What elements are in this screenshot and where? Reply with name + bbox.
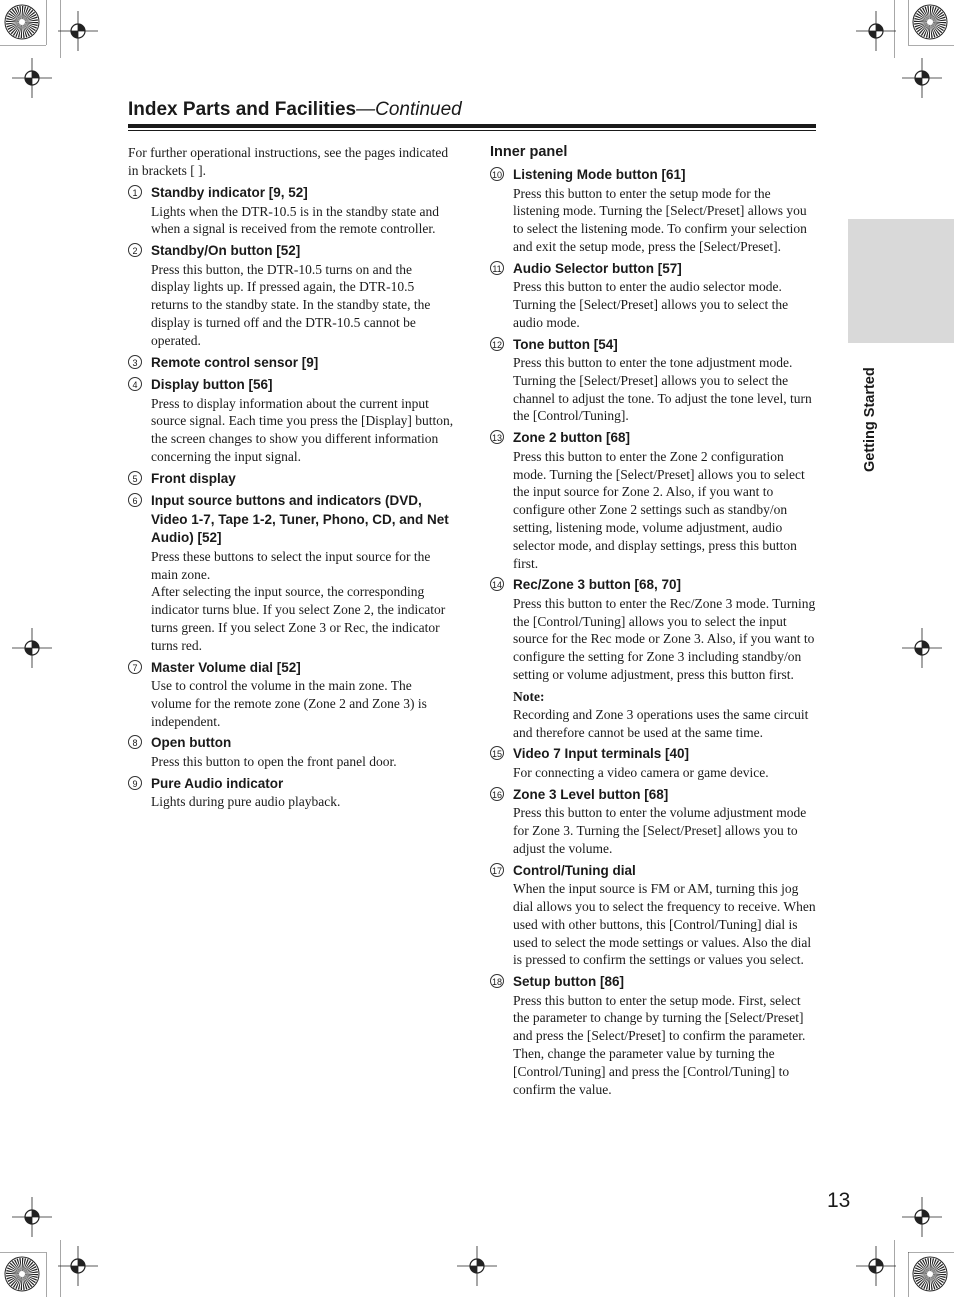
list-item <box>128 184 454 238</box>
title-rule <box>128 124 816 128</box>
note-text: Recording and Zone 3 operations uses the same circuit and therefore cannot be used at the same time. <box>513 706 809 740</box>
crop-line <box>0 1252 47 1254</box>
starburst-registration-icon <box>912 4 948 40</box>
item-description: Press this button to enter the volume adjustment mode for Zone 3. Turning the [Select/Preset] allows you to adjust the volume. <box>513 805 807 856</box>
item-heading: Rec/Zone 3 button [68, 70] <box>513 577 682 593</box>
item-description: Press this button to enter the tone adjustment mode. Turning the [Select/Preset] allows you to select the channel to adjust the tone. To adjust the tone level, turn the [Control/Tuning]. <box>513 355 812 424</box>
crop-line <box>46 1252 48 1298</box>
item-heading: Audio Selector button [57] <box>513 260 682 276</box>
intro-text: For further operational instructions, see the pages indicated in brackets [ ]. <box>128 145 449 178</box>
crosshair-registration-mark-icon <box>902 628 942 668</box>
crop-line <box>908 0 910 46</box>
item-heading: Video 7 Input terminals [40] <box>513 746 690 762</box>
crosshair-registration-mark-icon <box>856 11 896 51</box>
item-description: Press this button to enter the audio selector mode. Turning the [Select/Preset] allows you to select the audio mode. <box>513 279 789 330</box>
right-column <box>490 144 816 1102</box>
title-rule-thin <box>128 130 816 131</box>
item-description: Use to control the volume in the main zone. The volume for the remote zone (Zone 2 and Zone 3) is independent. <box>151 678 427 729</box>
crosshair-registration-mark-icon <box>12 628 52 668</box>
item-description: Press this button to enter the setup mode for the listening mode. Turning the [Select/Preset] allows you to select the listening mode. To confirm your selection and exit the setup mode, press the [Select/Preset]. <box>513 185 807 254</box>
crop-line <box>0 45 47 47</box>
item-heading: Control/Tuning dial <box>513 862 636 878</box>
side-tab <box>848 219 954 343</box>
crosshair-registration-mark-icon <box>902 1197 942 1237</box>
list-item <box>490 862 816 969</box>
list-item <box>490 973 816 1098</box>
left-item-list <box>128 184 454 811</box>
item-number-badge: 3 <box>128 355 142 369</box>
item-number-badge: 6 <box>128 493 142 507</box>
left-column <box>128 144 454 815</box>
item-description: When the input source is FM or AM, turning this jog dial allows you to select the frequency to receive. When used with other buttons, this [Control/Tuning] dial is used to select the mode settings or values. Also the dial is pressed to confirm the settings or values you select. <box>513 881 816 968</box>
title-main: Index Parts and Facilities <box>128 99 357 120</box>
page-number: 13 <box>827 1189 851 1212</box>
item-number-badge: 18 <box>490 974 504 988</box>
side-tab-label: Getting Started <box>862 367 878 472</box>
list-item <box>490 745 816 781</box>
crop-line <box>46 0 48 46</box>
item-heading: Front display <box>151 470 236 486</box>
item-number-badge: 10 <box>490 167 504 181</box>
item-number-badge: 17 <box>490 863 504 877</box>
item-heading: Zone 3 Level button [68] <box>513 786 669 802</box>
starburst-registration-icon <box>912 1256 948 1292</box>
crop-line <box>908 1252 910 1298</box>
item-heading: Zone 2 button [68] <box>513 430 630 446</box>
crosshair-registration-mark-icon <box>902 58 942 98</box>
item-heading: Remote control sensor [9] <box>151 354 319 370</box>
item-number-badge: 2 <box>128 243 142 257</box>
item-heading: Setup button [86] <box>513 974 624 990</box>
crop-line <box>908 1252 954 1254</box>
list-item <box>128 492 454 654</box>
item-heading: Input source buttons and indicators (DVD, Video 1-7, Tape 1-2, Tuner, Phono, CD, and Net Audio) [52] <box>151 493 449 546</box>
item-heading: Open button <box>151 735 232 751</box>
list-item <box>128 376 454 466</box>
title-continued: —Continued <box>356 99 462 120</box>
item-number-badge: 15 <box>490 746 504 760</box>
item-description: Lights when the DTR-10.5 is in the standby state and when a signal is received from the remote controller. <box>151 203 439 237</box>
item-heading: Master Volume dial [52] <box>151 659 301 675</box>
list-item <box>490 786 816 858</box>
crop-line <box>908 45 954 47</box>
item-heading: Standby indicator [9, 52] <box>151 185 308 200</box>
list-item <box>128 659 454 731</box>
item-number-badge: 7 <box>128 660 142 674</box>
item-number-badge: 11 <box>490 261 504 275</box>
list-item <box>490 166 816 256</box>
starburst-registration-icon <box>4 1256 40 1292</box>
item-number-badge: 9 <box>128 776 142 790</box>
list-item <box>128 775 454 811</box>
list-item <box>128 354 454 373</box>
item-description: Press to display information about the current input source signal. Each time you press the [Display] button, the screen changes to show you different information concerning the input signal. <box>151 395 454 464</box>
item-number-badge: 16 <box>490 787 504 801</box>
item-description: Press these buttons to select the input source for the main zone. <box>151 548 431 582</box>
crop-line <box>60 1240 62 1298</box>
item-description: Press this button, the DTR-10.5 turns on and the display lights up. If pressed again, the DTR-10.5 returns to the standby state. In the standby state, the display is turned off and the DTR-10.5 cannot be operated. <box>151 261 431 348</box>
item-number-badge: 8 <box>128 735 142 749</box>
item-description: Press this button to enter the setup mode. First, select the parameter to change by turning the [Select/Preset] and press the [Select/Preset] to confirm the parameter. Then, change the parameter value by turning the [Control/Tuning] and press the [Control/Tuning] to confirm the value. <box>513 992 806 1097</box>
list-item <box>490 576 816 741</box>
item-description-extra: After selecting the input source, the corresponding indicator turns blue. If you select Zone 2, the indicator turns green. If you select Zone 3 or Rec, the indicator turns red. <box>151 584 446 653</box>
item-heading: Standby/On button [52] <box>151 243 301 259</box>
list-item <box>128 470 454 489</box>
crosshair-registration-mark-icon <box>12 1197 52 1237</box>
list-item <box>128 242 454 349</box>
page-title <box>128 99 462 121</box>
item-description: Press this button to enter the Zone 2 configuration mode. Turning the [Select/Preset] allows you to select the input source for Zone 2. Also, if you want to configure other Zone 2 settings such as standby/on setting, listening mode, volume adjustment, audio selector mode, and display settings, press this button first. <box>513 448 805 571</box>
item-description: Lights during pure audio playback. <box>151 794 341 810</box>
crop-line <box>60 0 62 59</box>
item-number-badge: 14 <box>490 577 504 591</box>
list-item <box>490 336 816 426</box>
list-item <box>490 260 816 332</box>
item-description: Press this button to enter the Rec/Zone 3 mode. Turning the [Control/Tuning] allows you to select the input source for the Rec mode or Zone 3. Also, if you want to configure the setting for Zone 3 including standby/on setting or volume adjustment, press this button first. <box>513 595 816 683</box>
right-item-list <box>490 166 816 1098</box>
item-heading: Pure Audio indicator <box>151 775 284 791</box>
crosshair-registration-mark-icon <box>58 11 98 51</box>
crosshair-registration-mark-icon <box>856 1246 896 1286</box>
crosshair-registration-mark-icon <box>457 1246 497 1286</box>
item-number-badge: 5 <box>128 471 142 485</box>
inner-panel-heading: Inner panel <box>490 144 568 160</box>
item-heading: Listening Mode button [61] <box>513 167 686 182</box>
item-description: Press this button to open the front panel door. <box>151 753 397 769</box>
item-heading: Display button [56] <box>151 377 273 393</box>
crosshair-registration-mark-icon <box>12 58 52 98</box>
item-number-badge: 13 <box>490 430 504 444</box>
item-number-badge: 4 <box>128 377 142 391</box>
item-heading: Tone button [54] <box>513 336 618 352</box>
item-number-badge: 1 <box>128 185 142 199</box>
item-number-badge: 12 <box>490 337 504 351</box>
list-item <box>128 734 454 770</box>
note-label: Note: <box>513 688 545 704</box>
item-description: For connecting a video camera or game device. <box>513 764 769 780</box>
list-item <box>490 429 816 572</box>
starburst-registration-icon <box>4 4 40 40</box>
crop-line <box>894 0 896 59</box>
crosshair-registration-mark-icon <box>58 1246 98 1286</box>
crop-line <box>894 1240 896 1298</box>
